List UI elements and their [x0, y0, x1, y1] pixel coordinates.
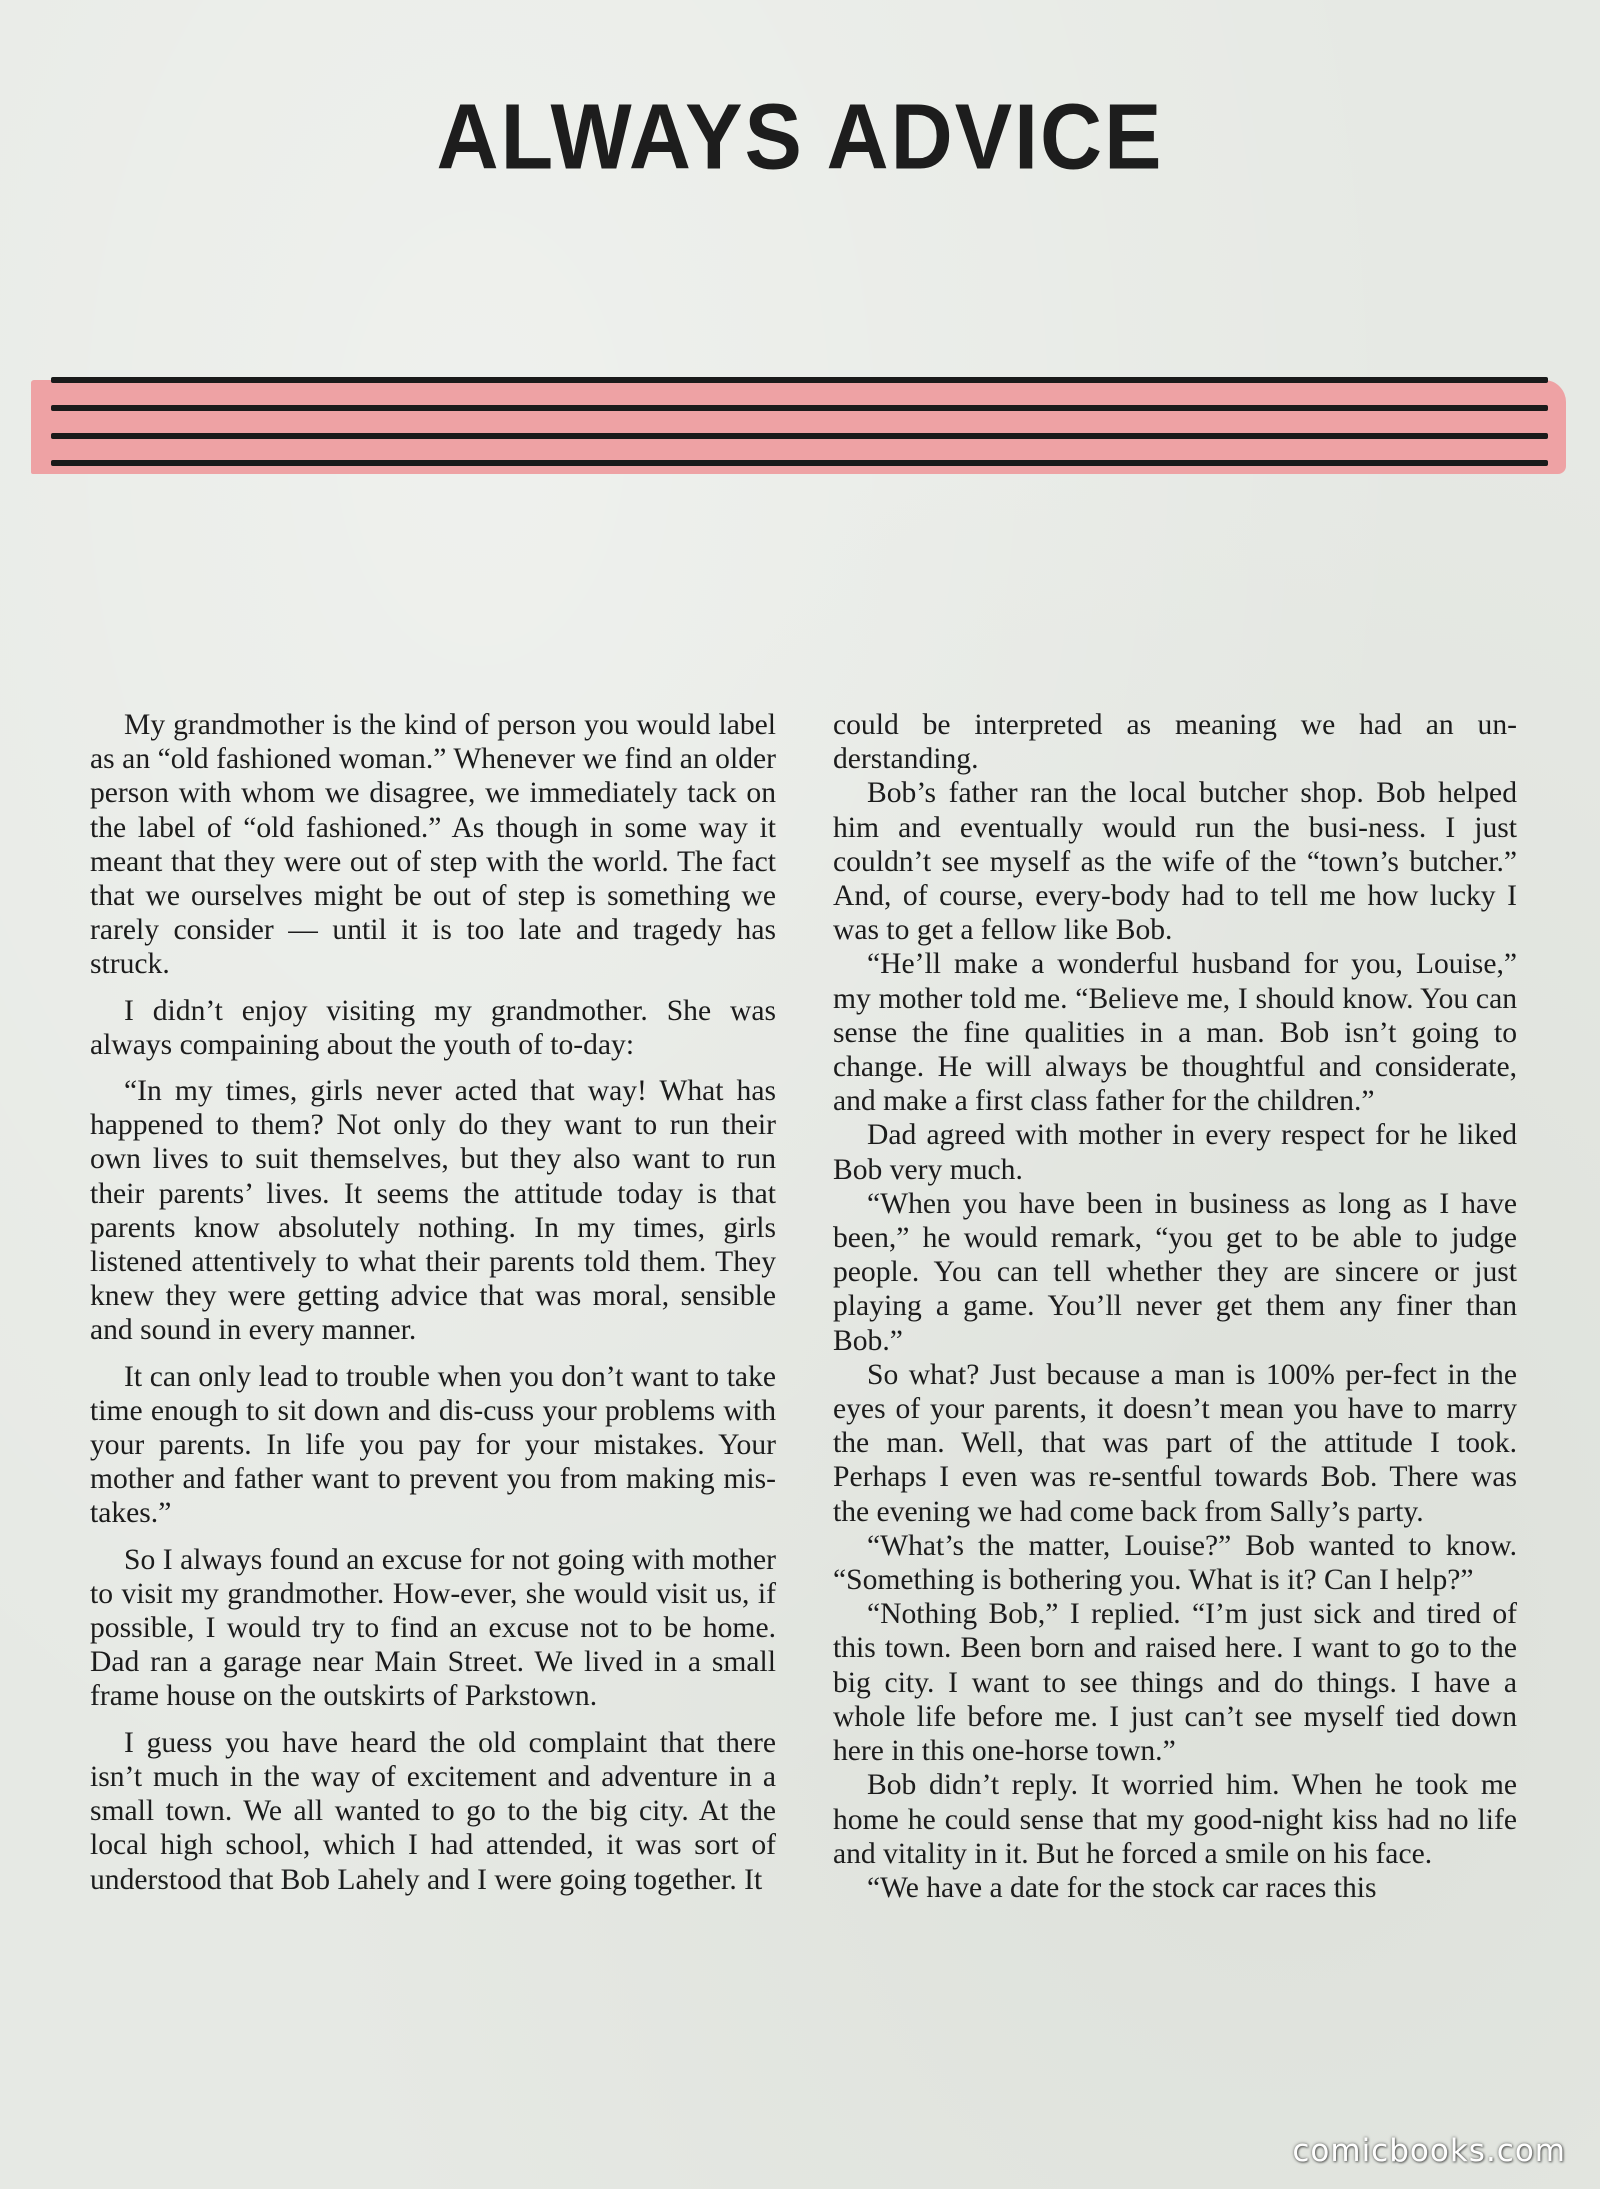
paragraph: I didn’t enjoy visiting my grandmother. She was always compaining about the youth of to-day:: [90, 994, 776, 1061]
paragraph: “He’ll make a wonderful husband for you, Louise,” my mother told me. “Believe me, I should know. You can sense the fine qualities in a man. Bob isn’t going to change. He will always be thoughtful and considerate, and make a first class father for the children.”: [833, 948, 1517, 1118]
decorative-rule-line: [51, 405, 1548, 411]
paragraph: Dad agreed with mother in every respect for he liked Bob very much.: [833, 1119, 1517, 1186]
paragraph: “In my times, girls never acted that way! What has happened to them? Not only do they want to run their own lives to suit themselves, but they also want to run their parents’ lives. It seems the attitude today is that parents know absolutely nothing. In my times, girls listened attentively to what their parents told them. They knew they were getting advice that was moral, sensible and sound in every manner.: [90, 1075, 776, 1347]
site-watermark: comicbooks.com: [1292, 2133, 1566, 2169]
paragraph: could be interpreted as meaning we had an un-derstanding.: [833, 709, 1517, 776]
paragraph: I guess you have heard the old complaint that there isn’t much in the way of excitement and adventure in a small town. We all wanted to go to the big city. At the local high school, which I had attended, it was sort of understood that Bob Lahely and I were going together. It: [90, 1726, 776, 1896]
decorative-rule-line: [51, 377, 1548, 383]
article-column-left: [90, 708, 776, 1909]
article-column-right: [833, 708, 1517, 1905]
paragraph: So I always found an excuse for not going with mother to visit my grandmother. How-ever, she would visit us, if possible, I would try to find an excuse not to be home. Dad ran a garage near Main Street. We lived in a small frame house on the outskirts of Parkstown.: [90, 1543, 776, 1713]
paragraph: It can only lead to trouble when you don’t want to take time enough to sit down and dis-cuss your problems with your parents. In life you pay for your mistakes. Your mother and father want to prevent you from making mis-takes.”: [90, 1360, 776, 1530]
paragraph: Bob’s father ran the local butcher shop. Bob helped him and eventually would run the busi-ness. I just couldn’t see myself as the wife of the “town’s butcher.” And, of course, every-body had to tell me how lucky I was to get a fellow like Bob.: [833, 777, 1517, 947]
decorative-rule-line: [51, 460, 1548, 466]
paragraph: “What’s the matter, Louise?” Bob wanted to know. “Something is bothering you. What is it? Can I help?”: [833, 1529, 1517, 1597]
paragraph: “Nothing Bob,” I replied. “I’m just sick and tired of this town. Been born and raised here. I want to go to the big city. I want to see things and do things. I have a whole life before me. I just can’t see myself tied down here in this one-horse town.”: [833, 1598, 1517, 1768]
decorative-rule-line: [51, 433, 1548, 439]
paragraph: So what? Just because a man is 100% per-fect in the eyes of your parents, it doesn’t mean you have to marry the man. Well, that was part of the attitude I took. Perhaps I even was re-sentful towards Bob. There was the evening we had come back from Sally’s party.: [833, 1358, 1517, 1528]
paragraph: “When you have been in business as long as I have been,” he would remark, “you get to be able to judge people. You can tell whether they are sincere or just playing a game. You’ll never get them any finer than Bob.”: [833, 1187, 1517, 1357]
paragraph: Bob didn’t reply. It worried him. When he took me home he could sense that my good-night kiss had no life and vitality in it. But he forced a smile on his face.: [833, 1769, 1517, 1870]
paragraph: “We have a date for the stock car races this: [867, 1871, 1377, 1904]
page-title: ALWAYS ADVICE: [436, 85, 1164, 189]
paragraph: My grandmother is the kind of person you would label as an “old fashioned woman.” Whenever we find an older person with whom we disagree, we immediately tack on the label of “old fashioned.” As though in some way it meant that they were out of step with the world. The fact that we ourselves might be out of step is something we rarely consider — until it is too late and tragedy has struck.: [90, 709, 776, 981]
